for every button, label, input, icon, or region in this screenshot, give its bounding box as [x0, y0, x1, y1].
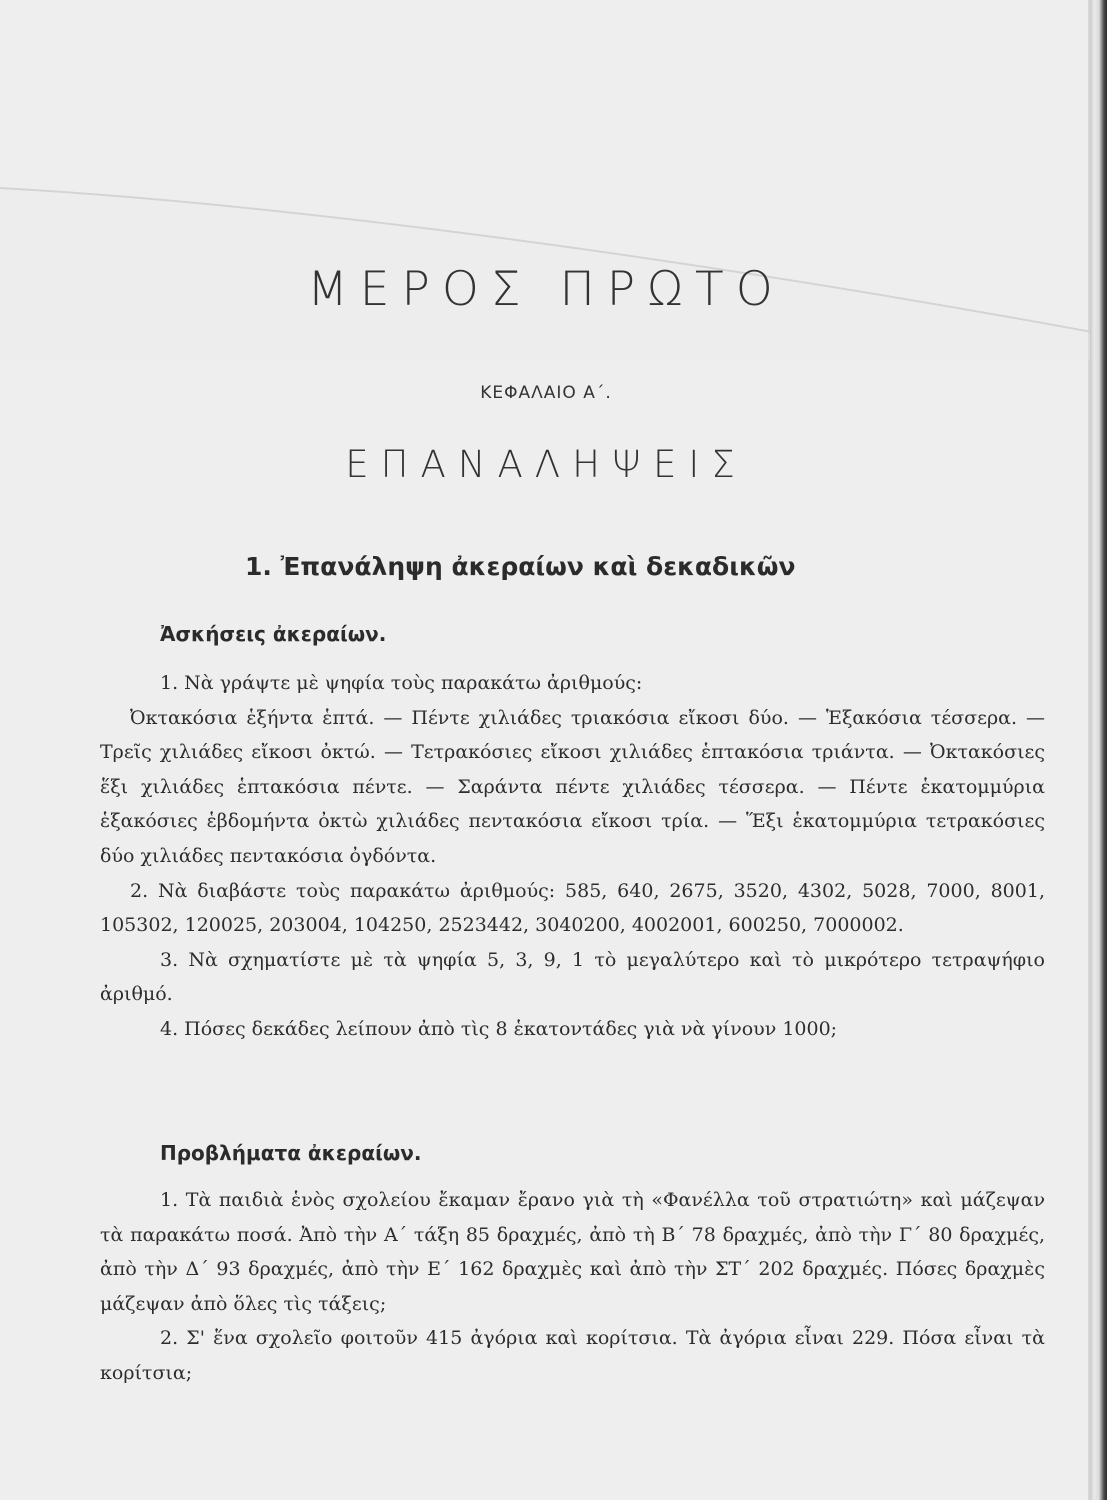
exercise-4: 4. Πόσες δεκάδες λείπουν ἀπὸ τὶς 8 ἑκατοντάδες γιὰ νὰ γίνουν 1000;: [160, 1017, 838, 1040]
part-title: ΜΕΡΟΣ ΠΡΩΤΟ: [307, 262, 785, 317]
problems-heading: Προβλήματα ἀκεραίων.: [160, 1141, 422, 1165]
exercise-3: 3. Νὰ σχηματίστε μὲ τὰ ψηφία 5, 3, 9, 1 τὸ μεγαλύτερο καὶ τὸ μικρότερο τετραψήφιο ἀριθμό.: [100, 948, 1045, 1006]
problem-2: 2. Σ' ἕνα σχολεῖο φοιτοῦν 415 ἀγόρια καὶ κορίτσια. Τὰ ἀγόρια εἶναι 229. Πόσα εἶναι τὰ κορίτσια;: [100, 1327, 1045, 1384]
exercises-heading: Ἀσκήσεις ἀκεραίων.: [160, 622, 387, 646]
chapter-label: ΚΕΦΑΛΑΙΟ Α΄.: [480, 383, 612, 403]
section-heading: 1. Ἐπανάληψη ἀκεραίων καὶ δεκαδικῶν: [245, 552, 796, 581]
chapter-title: ΕΠΑΝΑΛΗΨΕΙΣ: [345, 443, 747, 486]
exercises-block: [100, 666, 1045, 1047]
exercise-1-body: Ὀκτακόσια ἑξήντα ἑπτά. — Πέντε χιλιάδες τριακόσια εἴκοσι δύο. — Ἑξακόσια τέσσερα. — Τρεῖς χιλιάδες εἴκοσι ὀκτώ. — Τετρακόσιες εἴκοσι χιλιάδες ἑπτακόσια τριάντα. — Ὀκτακόσιες ἕξι χιλιάδες ἑπτακόσια πέντε. — Σαράντα πέντε χιλιάδες τέσσερα. — Πέντε ἑκατομμύρια ἑξακόσιες ἑβδομήντα ὀκτὼ χιλιάδες πεντακόσια εἴκοσι τρία. — Ἕξι ἑκατομμύρια τετρακόσιες δύο χιλιάδες πεντακόσια ὀγδόντα.: [100, 706, 1045, 867]
problem-1: 1. Τὰ παιδιὰ ἑνὸς σχολείου ἔκαμαν ἔρανο γιὰ τὴ «Φανέλλα τοῦ στρατιώτη» καὶ μάζεψαν τὰ παρακάτω ποσά. Ἀπὸ τὴν Α΄ τάξη 85 δραχμές, ἀπὸ τὴ Β΄ 78 δραχμές, ἀπὸ τὴν Γ΄ 80 δραχμές, ἀπὸ τὴν Δ΄ 93 δραχμές, ἀπὸ τὴν Ε΄ 162 δραχμὲς καὶ ἀπὸ τὴν ΣΤ΄ 202 δραχμές. Πόσες δραχμὲς μάζεψαν ἀπὸ ὅλες τὶς τάξεις;: [100, 1189, 1045, 1315]
exercise-2: 2. Νὰ διαβάστε τοὺς παρακάτω ἀριθμούς: 585, 640, 2675, 3520, 4302, 5028, 7000, 8001, 105302, 120025, 203004, 104250, 2523442, 3040200, 4002001, 600250, 7000002.: [100, 879, 1045, 937]
problems-block: [100, 1183, 1045, 1391]
page-stack-edge: [1090, 0, 1107, 1500]
exercise-1-intro: 1. Νὰ γράψτε μὲ ψηφία τοὺς παρακάτω ἀριθμούς:: [160, 672, 643, 694]
